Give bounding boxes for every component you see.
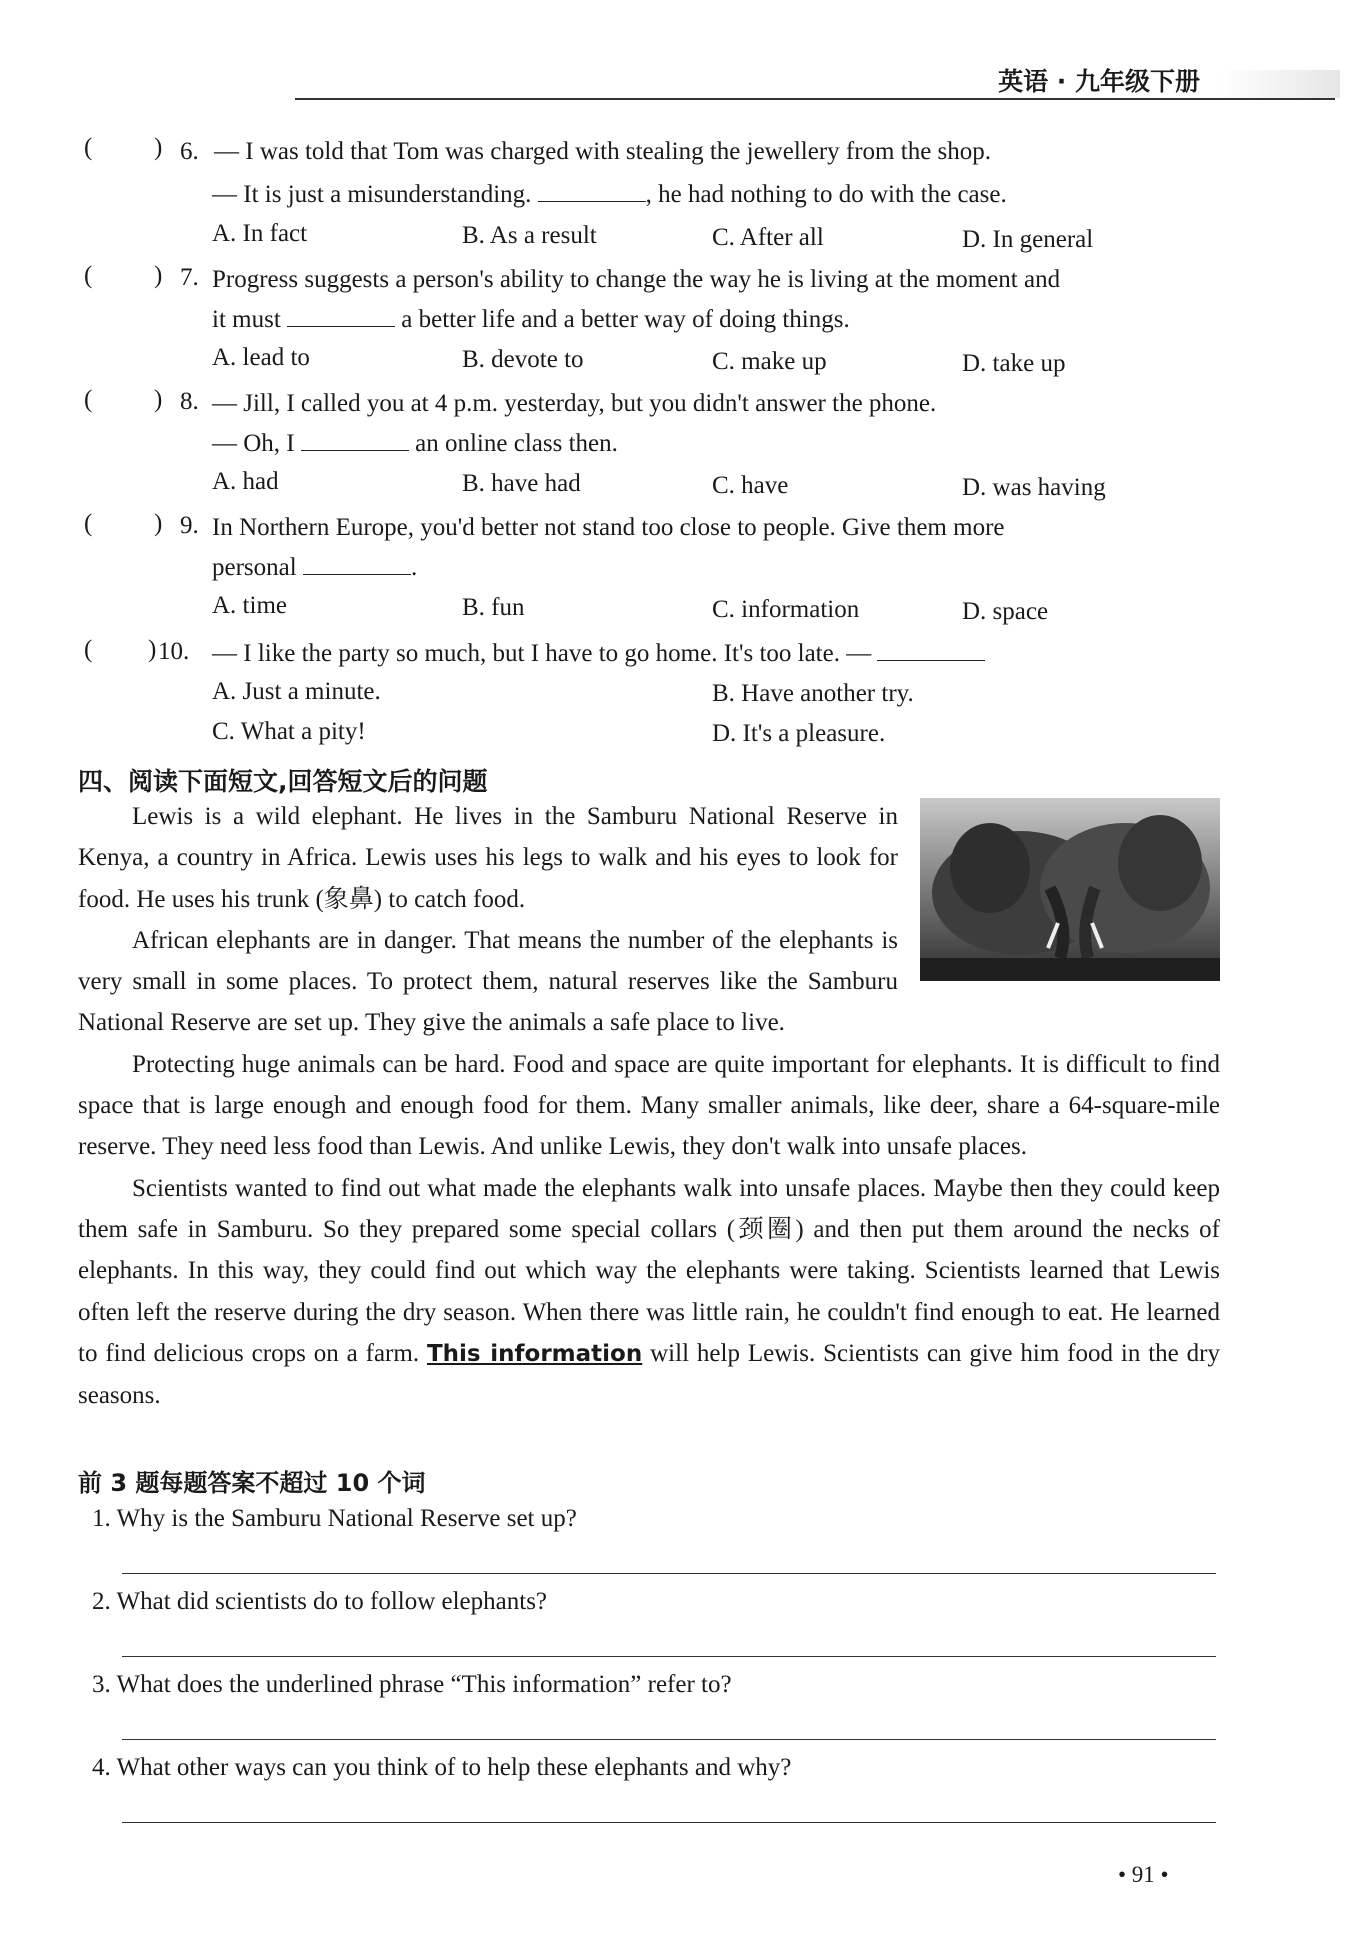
page-number: • 91 •: [1118, 1862, 1169, 1887]
question-number: 6.: [180, 138, 199, 165]
page-header-title: 英语 · 九年级下册: [998, 67, 1200, 96]
option-c: C. information: [712, 596, 860, 623]
answer-paren-close: ): [154, 510, 163, 537]
question-stem: it must a better life and a better way of doing things.: [212, 306, 850, 333]
question-number: 9.: [180, 512, 199, 539]
question-stem: — Jill, I called you at 4 p.m. yesterday, but you didn't answer the phone.: [212, 390, 937, 417]
question-number: 8.: [180, 388, 199, 415]
reading-passage: [78, 796, 1220, 1416]
answer-paren-open: (: [84, 386, 93, 413]
answer-instruction: 前 3 题每题答案不超过 10 个词: [78, 1469, 426, 1497]
answer-paren-close: ): [148, 636, 157, 663]
short-answer-question-1: 1. Why is the Samburu National Reserve set up?: [92, 1505, 577, 1532]
answer-paren-open: (: [84, 636, 93, 663]
question-stem: personal .: [212, 554, 418, 581]
answer-line-1[interactable]: [122, 1573, 1216, 1574]
section-heading: 四、阅读下面短文,回答短文后的问题: [78, 767, 488, 796]
answer-paren-open: (: [84, 510, 93, 537]
option-d: D. It's a pleasure.: [712, 720, 886, 747]
answer-paren-open: (: [84, 134, 93, 161]
answer-line-2[interactable]: [122, 1656, 1216, 1657]
elephants-photo: [920, 798, 1220, 981]
option-d: D. In general: [962, 226, 1094, 253]
option-c: C. have: [712, 472, 789, 499]
passage-paragraph-1: Lewis is a wild elephant. He lives in the Samburu National Reserve in Kenya, a country in Africa. Lewis uses his legs to walk and his eyes to look for food. He uses his trunk (象鼻) to catch food.: [78, 803, 898, 913]
option-b: B. fun: [462, 594, 525, 621]
answer-paren-close: ): [154, 386, 163, 413]
option-d: D. space: [962, 598, 1049, 625]
question-stem: In Northern Europe, you'd better not stand too close to people. Give them more: [212, 514, 1005, 541]
fill-blank: [538, 179, 646, 202]
fill-blank: [287, 304, 395, 327]
option-c: C. What a pity!: [212, 718, 366, 745]
option-a: A. time: [212, 592, 287, 619]
option-a: A. In fact: [212, 220, 308, 247]
answer-paren-close: ): [154, 134, 163, 161]
fill-blank: [303, 552, 411, 575]
question-stem: Progress suggests a person's ability to change the way he is living at the moment and: [212, 266, 1061, 293]
short-answer-question-3: 3. What does the underlined phrase “This information” refer to?: [92, 1671, 732, 1698]
short-answer-question-2: 2. What did scientists do to follow elephants?: [92, 1588, 548, 1615]
option-d: D. take up: [962, 350, 1066, 377]
question-number: 7.: [180, 264, 199, 291]
option-b: B. As a result: [462, 222, 597, 249]
option-b: B. Have another try.: [712, 680, 914, 707]
header-shade: [1220, 70, 1340, 98]
underlined-phrase: This information: [426, 1340, 643, 1367]
fill-blank: [301, 428, 409, 451]
passage-paragraph-2: African elephants are in danger. That means the number of the elephants is very small in some places. To protect them, natural reserves like the Samburu National Reserve are set up. They give the animals a safe place to live.: [78, 926, 898, 1037]
option-a: A. had: [212, 468, 279, 495]
option-a: A. lead to: [212, 344, 310, 371]
answer-line-4[interactable]: [122, 1822, 1216, 1823]
question-stem: — I like the party so much, but I have to go home. It's too late. —: [212, 638, 985, 668]
option-d: D. was having: [962, 474, 1106, 501]
option-c: C. make up: [712, 348, 827, 375]
short-answer-question-4: 4. What other ways can you think of to help these elephants and why?: [92, 1754, 792, 1781]
answer-line-3[interactable]: [122, 1739, 1216, 1740]
question-number: 10.: [158, 638, 190, 665]
option-b: B. have had: [462, 470, 581, 497]
header-rule: [295, 98, 1335, 100]
option-a: A. Just a minute.: [212, 678, 381, 705]
answer-paren-open: (: [84, 262, 93, 289]
option-c: C. After all: [712, 224, 824, 251]
question-stem: — I was told that Tom was charged with stealing the jewellery from the shop.: [214, 138, 992, 165]
passage-paragraph-4: Scientists wanted to find out what made the elephants walk into unsafe places. Maybe then they could keep them safe in Samburu. So they prepared some special collars (颈圈) and then put them around the necks of elephants. In this way, they could find out which way the elephants were taking. Scientists learned that Lewis often left the reserve during the dry season. When there was little rain, he couldn't find enough to eat. He learned to find delicious crops on a farm. This information will help Lewis. Scientists can give him food in the dry seasons.: [78, 1174, 1221, 1410]
question-stem: — It is just a misunderstanding. , he had nothing to do with the case.: [212, 181, 1007, 208]
answer-paren-close: ): [154, 262, 163, 289]
option-b: B. devote to: [462, 346, 584, 373]
passage-paragraph-3: Protecting huge animals can be hard. Food and space are quite important for elephants. It is difficult to find space that is large enough and enough food for them. Many smaller animals, like deer, share a 64-square-mile reserve. They need less food than Lewis. And unlike Lewis, they don't walk into unsafe places.: [78, 1050, 1220, 1161]
fill-blank: [877, 638, 985, 661]
question-stem: — Oh, I an online class then.: [212, 430, 618, 457]
